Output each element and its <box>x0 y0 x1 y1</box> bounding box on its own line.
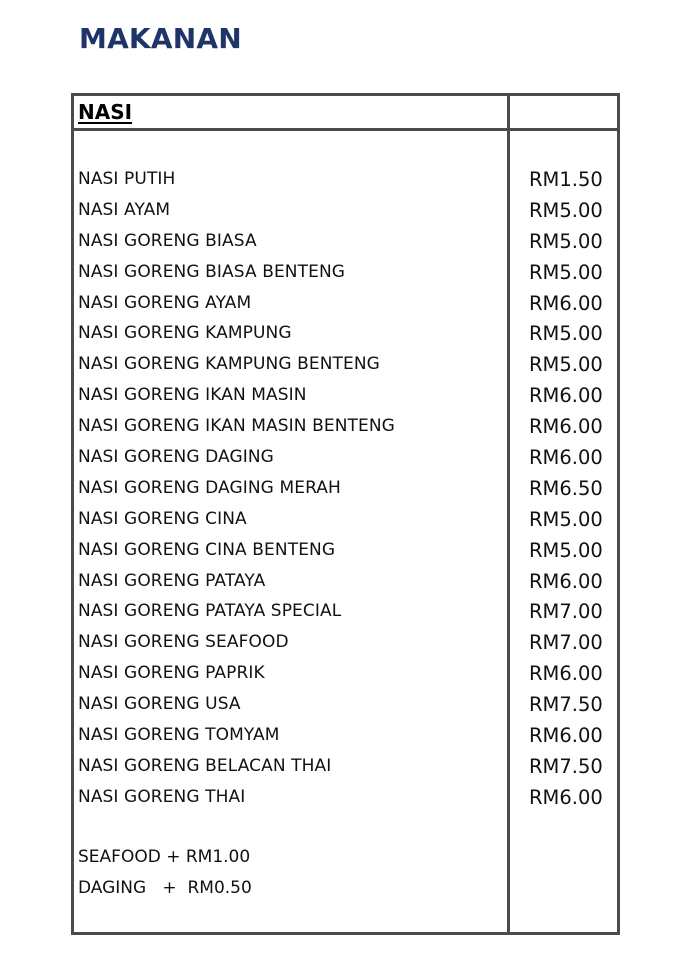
menu-item-price: RM6.00 <box>529 384 603 408</box>
menu-item-name: NASI GORENG KAMPUNG <box>78 323 292 344</box>
menu-item-row <box>78 292 617 323</box>
menu-item-row <box>78 415 617 446</box>
menu-item-name: NASI GORENG PATAYA <box>78 570 266 591</box>
section-heading: NASI <box>78 100 133 124</box>
menu-item-price: RM7.00 <box>529 631 603 655</box>
menu-item-name: NASI GORENG THAI <box>78 786 246 807</box>
note-line: SEAFOOD + RM1.00 <box>78 847 251 867</box>
menu-item-row <box>78 384 617 415</box>
menu-item-name: NASI AYAM <box>78 199 171 220</box>
menu-item-price: RM5.00 <box>529 198 603 222</box>
menu-item-name: NASI GORENG KAMPUNG BENTENG <box>78 354 380 375</box>
menu-item-row <box>78 539 617 570</box>
menu-item-price: RM6.00 <box>529 415 603 439</box>
menu-item-row <box>78 786 617 817</box>
menu-item-row <box>78 600 617 631</box>
menu-item-name: NASI GORENG CINA <box>78 508 247 529</box>
menu-item-price: RM6.00 <box>529 446 603 470</box>
menu-item-price: RM6.00 <box>529 785 603 809</box>
menu-item-name: NASI GORENG SEAFOOD <box>78 632 289 653</box>
menu-item-price: RM7.50 <box>529 693 603 717</box>
menu-item-price: RM5.00 <box>529 260 603 284</box>
menu-item-name: NASI GORENG BIASA BENTENG <box>78 261 346 282</box>
header-rule <box>74 128 617 131</box>
menu-table <box>71 93 620 935</box>
menu-item-name: NASI GORENG AYAM <box>78 292 252 313</box>
menu-item-row <box>78 353 617 384</box>
menu-item-row <box>78 199 617 230</box>
menu-item-name: NASI GORENG BIASA <box>78 230 257 251</box>
menu-item-price: RM5.00 <box>529 507 603 531</box>
menu-item-price: RM6.00 <box>529 291 603 315</box>
menu-item-name: NASI GORENG TOMYAM <box>78 725 280 746</box>
menu-item-row <box>78 631 617 662</box>
menu-item-price: RM5.00 <box>529 538 603 562</box>
menu-item-price: RM7.50 <box>529 754 603 778</box>
menu-item-row <box>78 662 617 693</box>
menu-item-price: RM6.00 <box>529 724 603 748</box>
menu-item-name: NASI GORENG DAGING <box>78 447 274 468</box>
menu-item-name: NASI GORENG DAGING MERAH <box>78 477 341 498</box>
menu-item-row <box>78 230 617 261</box>
menu-item-list <box>78 168 617 817</box>
menu-item-price: RM5.00 <box>529 353 603 377</box>
menu-item-row <box>78 508 617 539</box>
menu-item-name: NASI PUTIH <box>78 169 176 189</box>
menu-item-name: NASI GORENG IKAN MASIN <box>78 385 307 406</box>
notes <box>78 847 252 908</box>
menu-item-row <box>78 724 617 755</box>
menu-item-price: RM1.50 <box>529 168 603 191</box>
menu-item-row <box>78 446 617 477</box>
menu-item-name: NASI GORENG CINA BENTENG <box>78 539 336 560</box>
page-title: MAKANAN <box>79 22 242 55</box>
menu-item-name: NASI GORENG PAPRIK <box>78 663 265 684</box>
menu-item-price: RM6.00 <box>529 569 603 593</box>
menu-item-name: NASI GORENG USA <box>78 694 241 715</box>
menu-item-row <box>78 261 617 292</box>
menu-item-price: RM7.00 <box>529 600 603 624</box>
menu-item-price: RM6.00 <box>529 662 603 686</box>
menu-item-row <box>78 570 617 601</box>
menu-item-name: NASI GORENG PATAYA SPECIAL <box>78 601 342 622</box>
menu-item-price: RM6.50 <box>529 476 603 500</box>
menu-item-price: RM5.00 <box>529 229 603 253</box>
menu-item-name: NASI GORENG BELACAN THAI <box>78 755 332 776</box>
menu-item-price: RM5.00 <box>529 322 603 346</box>
menu-item-row <box>78 693 617 724</box>
menu-item-name: NASI GORENG IKAN MASIN BENTENG <box>78 416 395 437</box>
menu-item-row <box>78 477 617 508</box>
menu-item-row <box>78 168 617 199</box>
note-line: DAGING + RM0.50 <box>78 877 252 898</box>
menu-item-row <box>78 322 617 353</box>
menu-item-row <box>78 755 617 786</box>
